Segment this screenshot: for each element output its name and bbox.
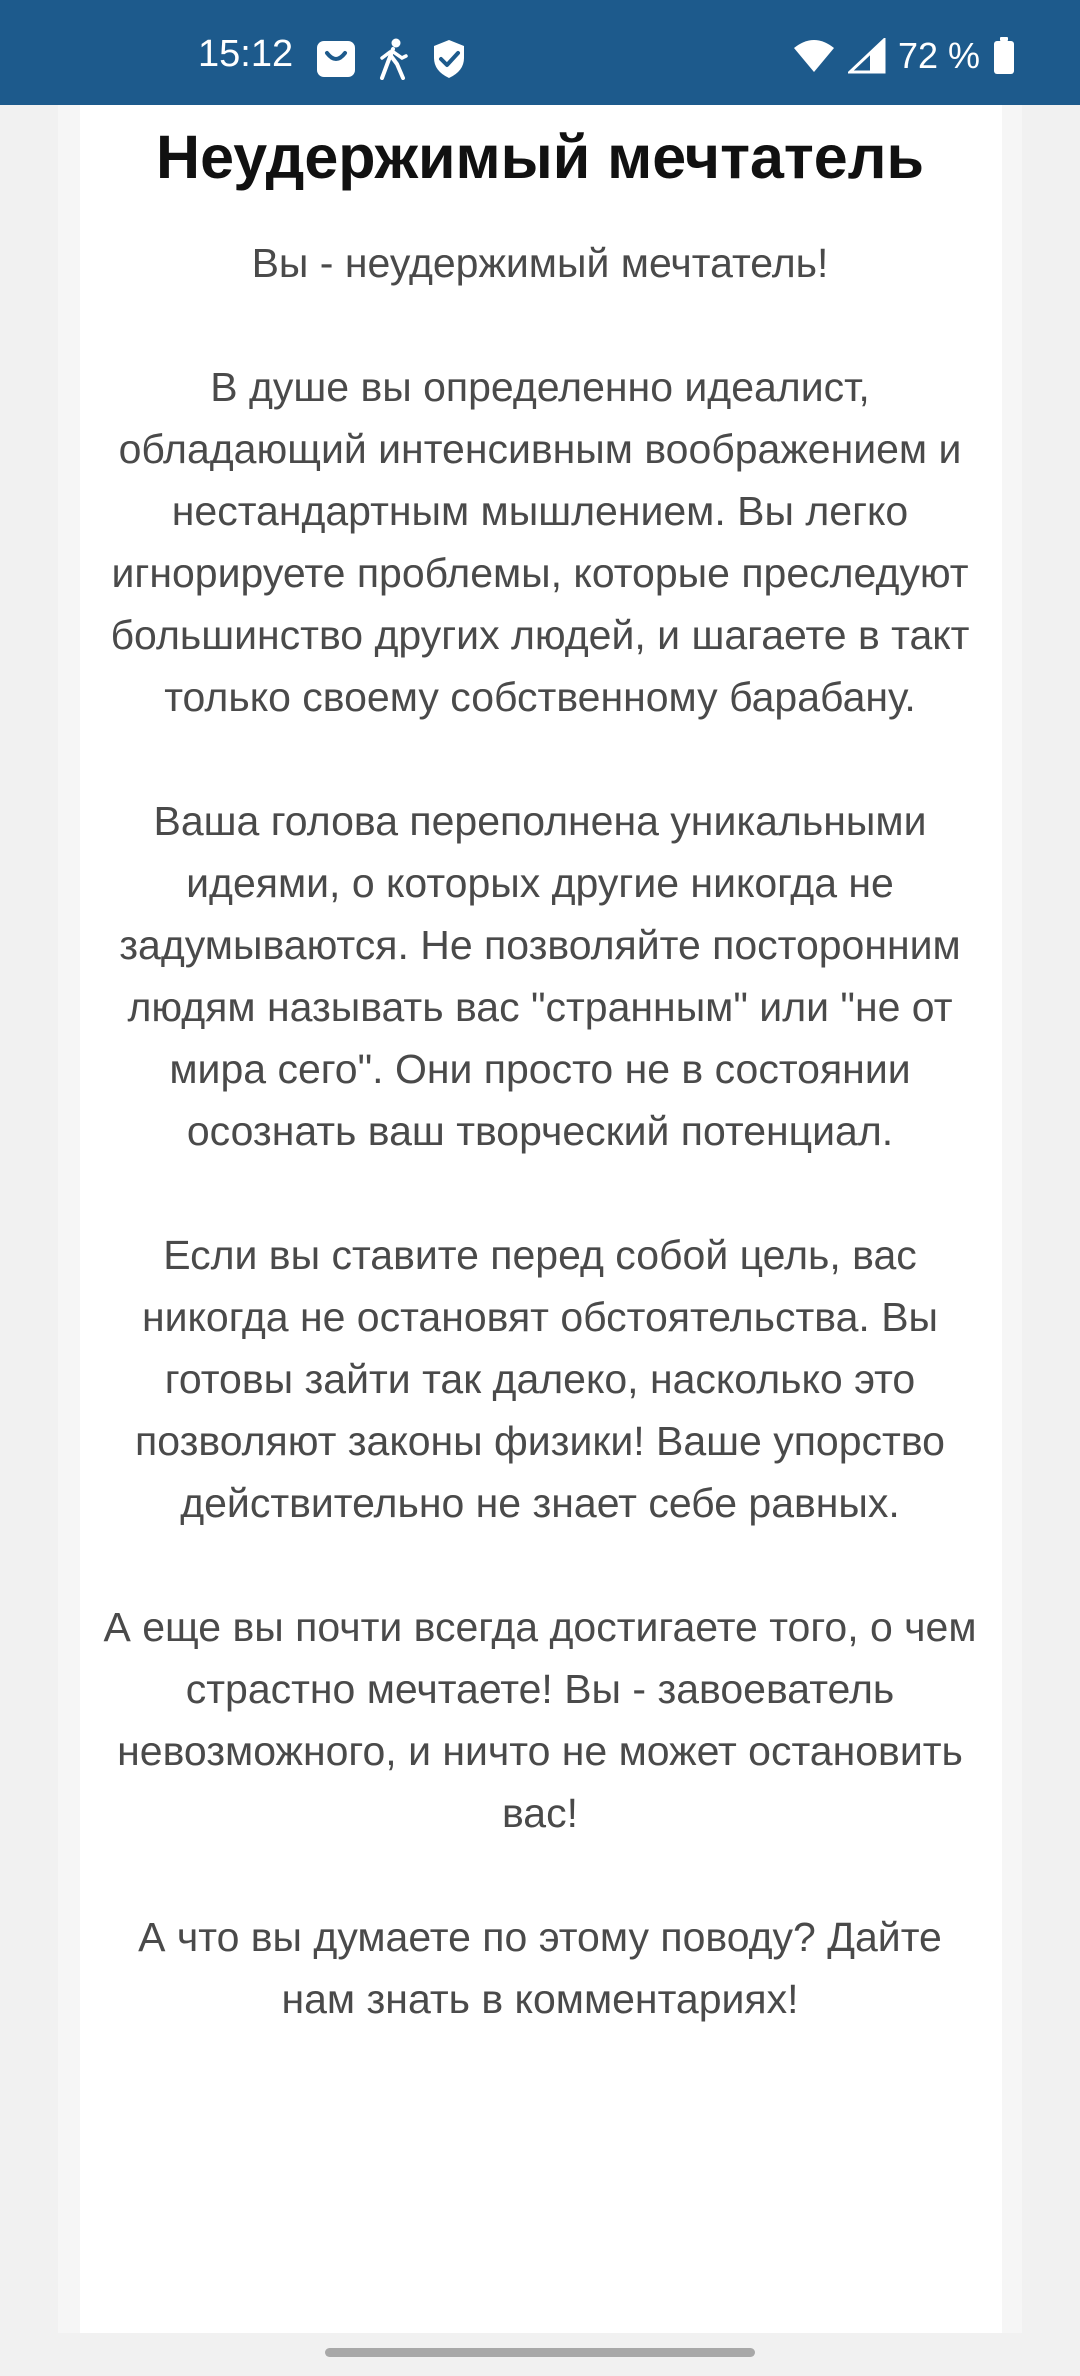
home-indicator[interactable] — [325, 2348, 755, 2357]
article-body — [100, 232, 980, 2092]
walking-icon — [377, 38, 411, 80]
system-icons — [792, 36, 1016, 76]
article-title: Неудержимый мечтатель — [156, 123, 924, 191]
article-paragraph: А что вы думаете по этому поводу? Дайте нам знать в комментариях! — [138, 1914, 942, 2022]
article-paragraph: В душе вы определенно идеалист, обладающий интенсивным воображением и нестандартным мышлением. Вы легко игнорируете проблемы, которые преследуют большинство других людей, и шагаете в такт только своему собственному барабану. — [110, 364, 970, 720]
notification-icons — [315, 38, 467, 80]
wifi-icon — [792, 38, 836, 74]
shopping-bag-icon — [315, 39, 357, 79]
status-time: 15:12 — [198, 33, 294, 75]
status-bar — [0, 0, 1080, 105]
shield-check-icon — [431, 38, 467, 80]
cellular-signal-icon — [848, 38, 886, 74]
article-paragraph: А еще вы почти всегда достигаете того, о чем страстно мечтаете! Вы - завоеватель невозможного, и ничто не может остановить вас! — [103, 1604, 977, 1836]
article-paragraph: Если вы ставите перед собой цель, вас никогда не остановят обстоятельства. Вы готовы зайти так далеко, насколько это позволяют законы физики! Ваше упорство действительно не знает себе равных. — [135, 1232, 945, 1526]
battery-icon — [992, 36, 1016, 76]
article-paragraph: Вы - неудержимый мечтатель! — [251, 240, 829, 286]
article-paragraph: Ваша голова переполнена уникальными идеями, о которых другие никогда не задумываются. Не позволяйте посторонним людям называть вас "странным" или "не от мира сего". Они просто не в состоянии осознать ваш творческий потенциал. — [119, 798, 961, 1154]
battery-percent: 72 % — [897, 35, 980, 76]
